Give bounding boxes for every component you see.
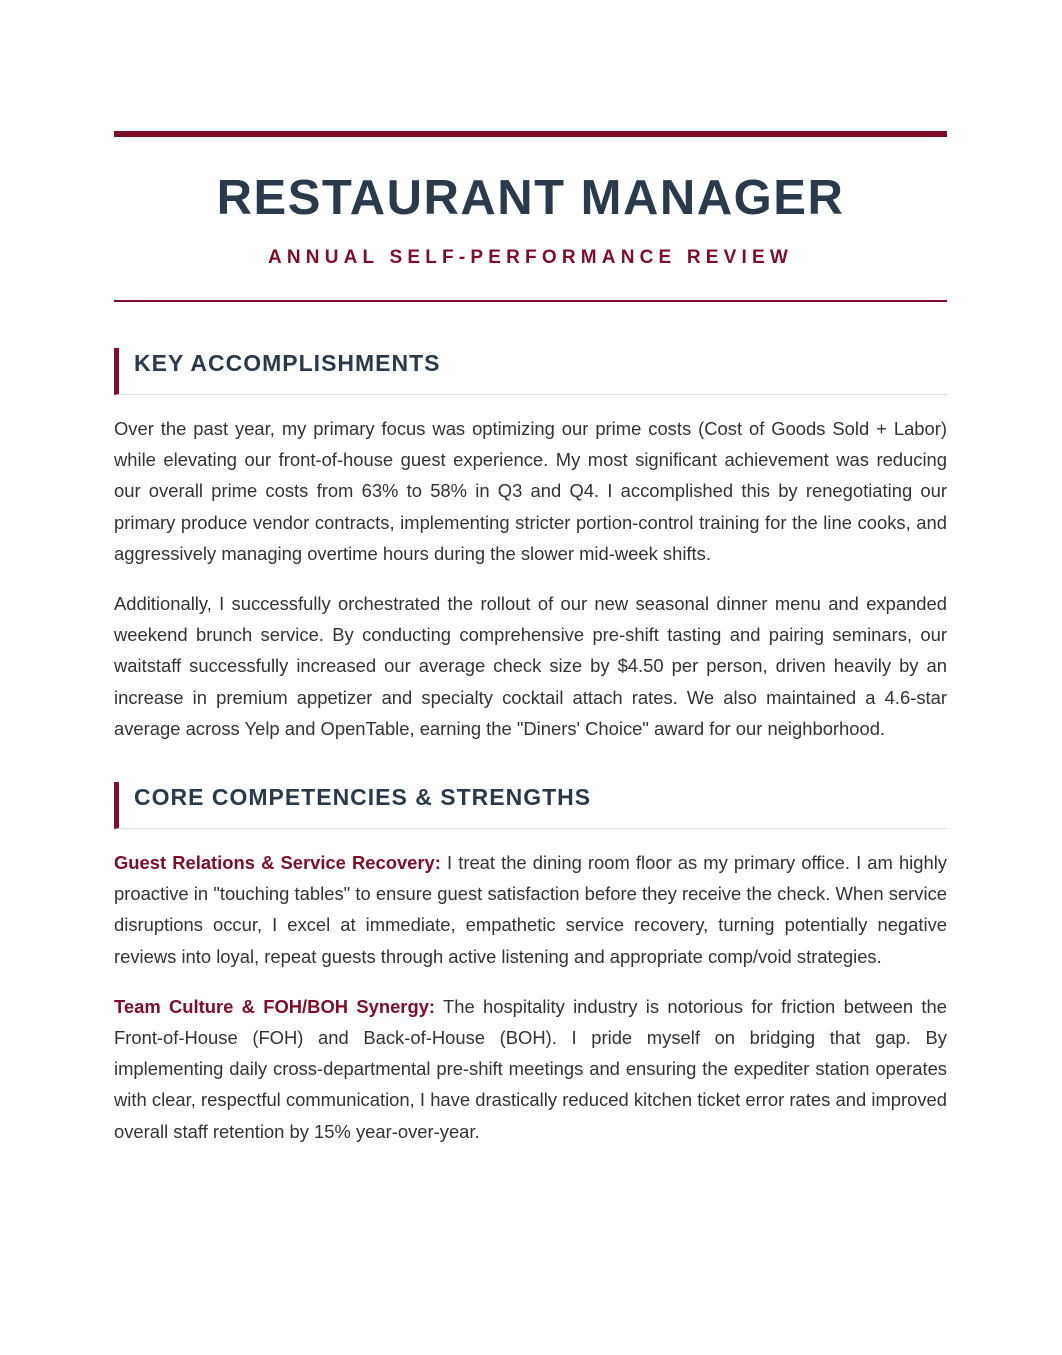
section-body [114, 413, 947, 744]
accomplishments-paragraph-1: Over the past year, my primary focus was optimizing our prime costs (Cost of Goods Sold + Labor) while elevating our front-of-house guest experience. My most significant achievement was reducing our overall prime costs from 63% to 58% in Q3 and Q4. I accomplished this by renegotiating our primary produce vendor contracts, implementing stricter portion-control training for the line cooks, and aggressively managing overtime hours during the slower mid-week shifts. [114, 418, 947, 564]
section-heading-bar [114, 782, 947, 829]
competency-title: Guest Relations & Service Recovery: [114, 852, 441, 874]
competency-title: Team Culture & FOH/BOH Synergy: [114, 995, 436, 1017]
section-body [114, 847, 947, 1147]
section-heading-bar [114, 348, 947, 395]
review-document [114, 131, 947, 1166]
competency-text: I treat the dining room floor as my primary office. I am highly proactive in "touching tables" to ensure guest satisfaction before they receive the check. When service disruptions occur, I excel at immediate, empathetic service recovery, turning potentially negative reviews into loyal, repeat guests through active listening and appropriate comp/void strategies. [114, 852, 948, 967]
document-title: RESTAURANT MANAGER [216, 171, 845, 225]
section-core-competencies [114, 782, 947, 1147]
top-accent-rule [114, 131, 947, 137]
accomplishments-paragraph-2: Additionally, I successfully orchestrated the rollout of our new seasonal dinner menu and expanded weekend brunch service. By conducting comprehensive pre-shift tasting and pairing seminars, our waitstaff successfully increased our average check size by $4.50 per person, driven heavily by an increase in premium appetizer and specialty cocktail attach rates. We also maintained a 4.6-star average across Yelp and OpenTable, earning the "Diners' Choice" award for our neighborhood. [114, 593, 947, 739]
document-subtitle: ANNUAL SELF-PERFORMANCE REVIEW [267, 247, 794, 268]
competency-text: The hospitality industry is notorious for friction between the Front-of-House (FOH) and Back-of-House (BOH). I pride myself on bridging that gap. By implementing daily cross-departmental pre-shift meetings and ensuring the expediter station operates with clear, respectful communication, I have drastically reduced kitchen ticket error rates and improved overall staff retention by 15% year-over-year. [114, 995, 947, 1142]
section-heading: KEY ACCOMPLISHMENTS [134, 350, 441, 376]
header-divider [114, 300, 947, 302]
competency-guest-relations [114, 847, 947, 972]
section-heading: CORE COMPETENCIES & STRENGTHS [134, 784, 592, 811]
competency-team-culture [114, 991, 947, 1147]
section-key-accomplishments [114, 348, 947, 744]
